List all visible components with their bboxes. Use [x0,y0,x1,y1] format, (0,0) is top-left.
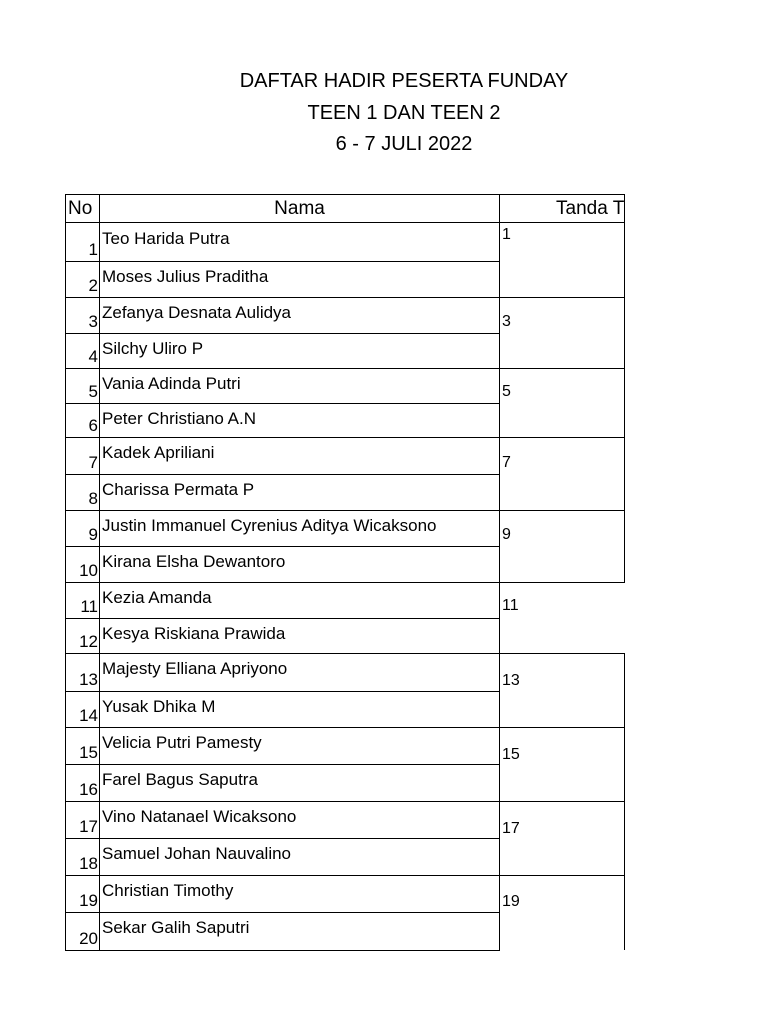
table-row [66,261,499,297]
row-number: 19 [79,891,98,910]
signature-divider [499,582,625,583]
signature-divider [499,653,625,654]
participant-name: Peter Christiano A.N [102,409,257,428]
header-no: No [68,198,93,219]
document-subtitle: TEEN 1 DAN TEEN 2 [307,102,501,124]
signature-divider [499,368,625,369]
signature-divider [499,727,625,728]
participant-name: Teo Harida Putra [102,229,230,248]
table-row [66,691,499,727]
signature-number: 19 [502,893,520,910]
signature-number: 15 [502,746,520,763]
table-bottom-border [65,950,500,951]
row-number: 5 [88,382,98,401]
signature-divider [499,801,625,802]
participant-name: Yusak Dhika M [102,697,216,716]
signature-divider [499,297,625,298]
table-row [66,297,499,333]
row-number: 8 [88,489,98,508]
table-row [66,764,499,801]
table-row [66,510,499,546]
signature-divider [499,437,625,438]
table-row [66,437,499,474]
row-number: 15 [79,743,98,762]
header-top-border [65,194,625,195]
signature-number: 17 [502,820,520,837]
row-number: 18 [79,854,98,873]
row-number: 13 [79,670,98,689]
table-row [66,546,499,582]
header-tanda-tangan [500,196,625,222]
row-number: 16 [79,780,98,799]
row-number: 3 [88,312,98,331]
document-title: DAFTAR HADIR PESERTA FUNDAY [239,70,569,92]
header-tanda-label: Tanda T [556,198,625,219]
table-row [66,368,499,403]
row-number: 9 [88,525,98,544]
row-number: 10 [79,561,98,580]
signature-number: 7 [502,454,511,471]
participant-name: Vino Natanael Wicaksono [102,807,297,826]
signature-divider [499,875,625,876]
participant-name: Majesty Elliana Apriyono [102,659,288,678]
table-row [66,333,499,368]
row-number: 20 [79,929,98,948]
row-number: 12 [79,632,98,651]
participant-name: Kirana Elsha Dewantoro [102,552,286,571]
participant-name: Velicia Putri Pamesty [102,733,262,752]
participant-name: Vania Adinda Putri [102,374,241,393]
signature-number: 1 [502,226,511,243]
signature-number: 5 [502,383,511,400]
row-number: 6 [88,416,98,435]
table-row [66,912,499,950]
table-row [66,653,499,691]
header-nama: Nama [274,198,325,219]
row-number: 7 [88,453,98,472]
row-number: 1 [88,240,98,259]
participant-name: Christian Timothy [102,881,234,900]
signature-right-border [624,222,625,582]
participant-name: Samuel Johan Nauvalino [102,844,292,863]
row-number: 17 [79,817,98,836]
participant-name: Justin Immanuel Cyrenius Aditya Wicaksono [102,516,437,535]
participant-name: Charissa Permata P [102,480,255,499]
participant-name: Farel Bagus Saputra [102,770,258,789]
signature-number: 11 [502,597,519,614]
participant-name: Kadek Apriliani [102,443,215,462]
row-number: 2 [88,276,98,295]
document-date: 6 - 7 JULI 2022 [335,133,473,155]
table-row [66,801,499,838]
row-number: 4 [88,347,98,366]
signature-number: 9 [502,526,511,543]
table-row [66,403,499,437]
participant-name: Sekar Galih Saputri [102,918,250,937]
table-row [66,474,499,510]
table-row [66,875,499,912]
signature-divider [499,510,625,511]
table-row [66,618,499,653]
table-row [66,223,499,261]
header-right-border [624,194,625,223]
table-row [66,582,499,618]
table-row [66,727,499,764]
participant-name: Silchy Uliro P [102,339,204,358]
row-number: 14 [79,706,98,725]
participant-name: Kezia Amanda [102,588,212,607]
participant-name: Kesya Riskiana Prawida [102,624,286,643]
participant-name: Zefanya Desnata Aulidya [102,303,292,322]
participant-name: Moses Julius Praditha [102,267,269,286]
signature-number: 3 [502,313,511,330]
signature-number: 13 [502,672,520,689]
row-number: 11 [80,597,98,616]
table-row [66,838,499,875]
